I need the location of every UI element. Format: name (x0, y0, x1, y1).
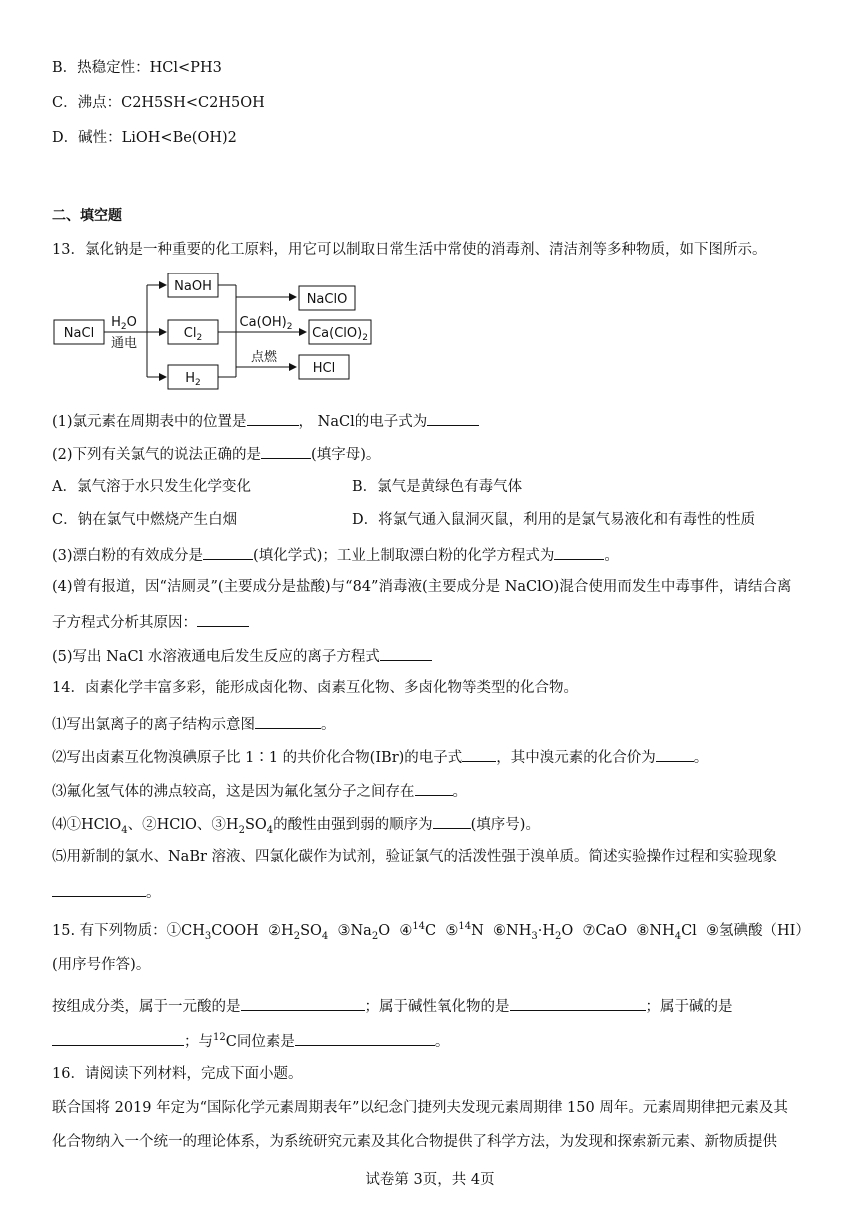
caclo2-label: $Ca(ClO)_2$ (312, 326, 368, 343)
q15-line4: ；与$^{12}$C同位素是 。 (52, 1030, 449, 1052)
electrolysis-label: 通电 (110, 336, 138, 351)
q15-items: 15. 有下列物质：$①CH_3COOH$ $②H_2SO_4$ $③Na_2O$ ④$^{14}$C ⑤$^{14}$N $⑥NH_3\cdot H_2O$ ⑦CaO $⑧NH_4Cl$ ⑨氢碘酸（HI） (52, 921, 810, 942)
answer-blank[interactable] (295, 1030, 435, 1046)
answer-blank[interactable] (203, 544, 253, 560)
q14-part5-line1: ⑸用新制的氯水、NaBr 溶液、四氯化碳作为试剂，验证氯气的活泼性强于溴单质。简述实验操作过程和实验现象 (52, 849, 778, 865)
q14-part5-line2: 。 (52, 881, 161, 903)
naoh-label: NaOH (174, 279, 212, 294)
answer-blank[interactable] (52, 881, 146, 897)
answer-blank[interactable] (656, 746, 694, 762)
q13-option-d: D．将氯气通入鼠洞灭鼠，利用的是氯气易液化和有毒性的性质 (352, 512, 756, 528)
answer-blank[interactable] (510, 995, 646, 1011)
option-c: C．沸点：C2H5SH<C2H5OH (52, 95, 265, 111)
q13-part1: (1)氯元素在周期表中的位置是 ， NaCl的电子式为 (52, 410, 479, 432)
ignite-label: 点燃 (250, 350, 278, 365)
answer-blank[interactable] (554, 544, 604, 560)
h2-label: $H_2$ (185, 371, 201, 388)
q13-part5: (5)写出 NaCl 水溶液通电后发生反应的离子方程式 (52, 645, 432, 667)
q13-stem: 13．氯化钠是一种重要的化工原料，用它可以制取日常生活中常使的消毒剂、清洁剂等多种物质，如下图所示。 (52, 242, 767, 258)
q14-part2: ⑵写出卤素互化物溴碘原子比 1∶1 的共价化合物(IBr)的电子式 ，其中溴元素的化合价为 。 (52, 746, 708, 768)
section-title: 二、填空题 (52, 208, 122, 224)
q16-line2: 化合物纳入一个统一的理论体系，为系统研究元素及其化合物提供了科学方法，为发现和探索新元素、新物质提供 (52, 1134, 777, 1150)
answer-blank[interactable] (197, 611, 249, 627)
q14-stem: 14．卤素化学丰富多彩，能形成卤化物、卤素互化物、多卤化物等类型的化合物。 (52, 680, 578, 696)
q13-option-b: B．氯气是黄绿色有毒气体 (352, 479, 523, 495)
h2o-label: $H_2O$ (111, 315, 137, 332)
q13-part4-line1: (4)曾有报道，因“洁厕灵”(主要成分是盐酸)与“84”消毒液(主要成分是 NaClO)混合使用而发生中毒事件，请结合离 (52, 579, 792, 595)
nacl-label: NaCl (63, 326, 95, 341)
page-footer: 试卷第 3页，共 4页 (365, 1172, 495, 1188)
q14-part4: ⑷①HClO$_4$、②HClO、$③H_2SO_4$的酸性由强到弱的顺序为 (填序号)。 (52, 813, 540, 835)
q13-part3: (3)漂白粉的有效成分是 (填化学式)；工业上制取漂白粉的化学方程式为 。 (52, 544, 619, 566)
answer-blank[interactable] (380, 645, 432, 661)
q14-part1: ⑴写出氯离子的离子结构示意图 。 (52, 713, 336, 735)
q15-line3: 按组成分类，属于一元酸的是 ；属于碱性氧化物的是 ；属于碱的是 (52, 995, 733, 1017)
q14-part3: ⑶氟化氢气体的沸点较高，这是因为氟化氢分子之间存在 。 (52, 780, 467, 802)
q16-line1: 联合国将 2019 年定为“国际化学元素周期表年”以纪念门捷列夫发现元素周期律 150 周年。元素周期律把元素及其 (52, 1100, 788, 1116)
q16-stem: 16．请阅读下列材料，完成下面小题。 (52, 1066, 303, 1082)
q13-option-a: A．氯气溶于水只发生化学变化 (52, 479, 251, 495)
naclo-label: NaClO (306, 292, 348, 307)
q13-option-c: C．钠在氯气中燃烧产生白烟 (52, 512, 238, 528)
caoh2-label: $Ca(OH)_2$ (239, 315, 293, 332)
answer-blank[interactable] (52, 1030, 184, 1046)
q13-part4-line2: 子方程式分析其原因： (52, 611, 249, 633)
answer-blank[interactable] (255, 713, 321, 729)
answer-blank[interactable] (433, 813, 471, 829)
answer-blank[interactable] (261, 443, 311, 459)
answer-blank[interactable] (462, 746, 496, 762)
hcl-label: HCl (312, 361, 336, 376)
answer-blank[interactable] (415, 780, 453, 796)
option-b: B．热稳定性：HCl<PH3 (52, 60, 222, 76)
q15-note: (用序号作答)。 (52, 957, 151, 973)
cl2-label: $Cl_2$ (183, 326, 203, 343)
answer-blank[interactable] (247, 410, 299, 426)
nacl-flow-diagram (52, 273, 372, 398)
option-d: D．碱性：LiOH<Be(OH)2 (52, 130, 237, 146)
answer-blank[interactable] (241, 995, 365, 1011)
answer-blank[interactable] (427, 410, 479, 426)
q13-part2: (2)下列有关氯气的说法正确的是 (填字母)。 (52, 443, 380, 465)
